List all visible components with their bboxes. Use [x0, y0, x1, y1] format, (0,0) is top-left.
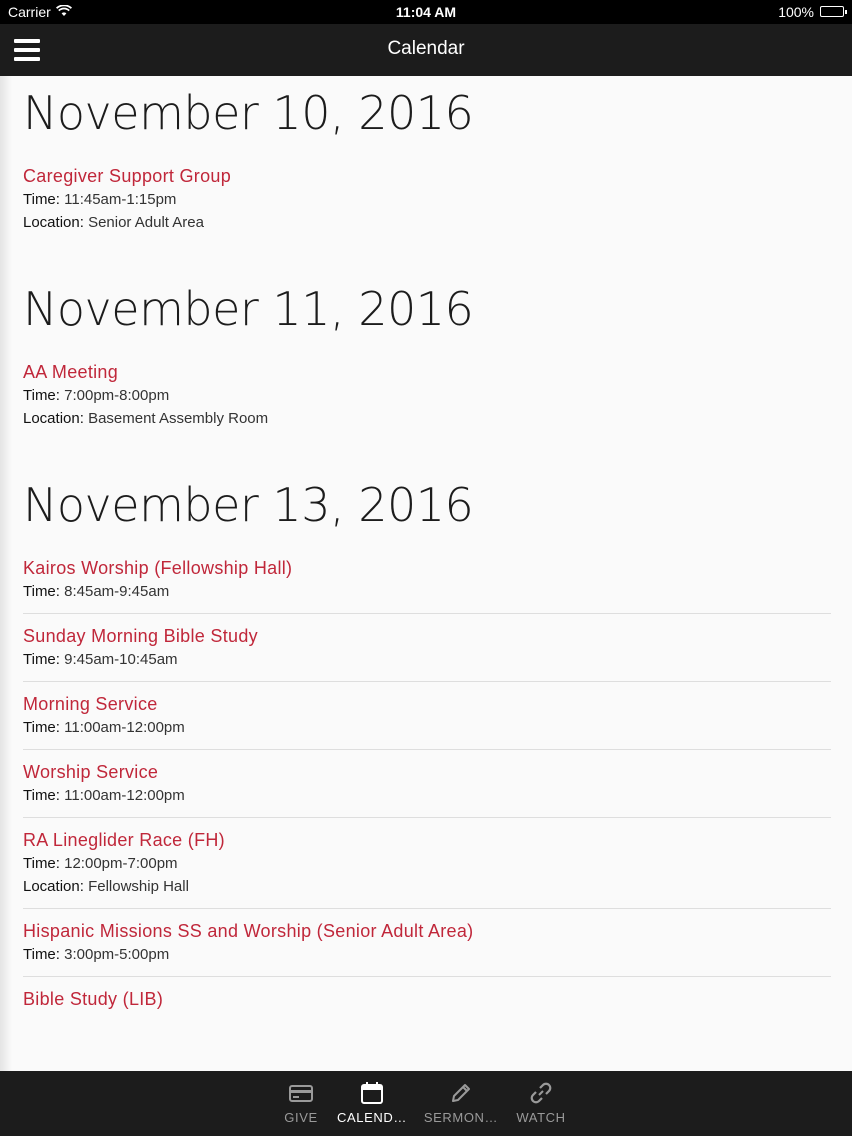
event-title[interactable]: Hispanic Missions SS and Worship (Senior Adult Area) — [23, 921, 474, 941]
event-time — [23, 716, 831, 739]
time-label: Time: — [23, 191, 60, 208]
location-value: Fellowship Hall — [88, 878, 189, 895]
time-label: Time: — [23, 651, 60, 668]
event-location — [23, 211, 831, 234]
time-value: 7:00pm-8:00pm — [64, 387, 170, 404]
credit-card-icon — [289, 1081, 313, 1105]
event-item[interactable] — [23, 154, 831, 244]
event-title[interactable]: AA Meeting — [23, 362, 119, 382]
event-title[interactable]: Caregiver Support Group — [23, 166, 232, 186]
event-title[interactable]: Morning Service — [23, 694, 158, 714]
event-item[interactable] — [23, 614, 831, 681]
event-time — [23, 648, 831, 671]
link-icon — [529, 1081, 553, 1105]
event-item[interactable] — [23, 818, 831, 908]
time-label: Time: — [23, 387, 60, 404]
tab-label: SERMON… — [423, 1110, 499, 1125]
tab-watch[interactable] — [501, 1071, 581, 1136]
location-label: Location: — [23, 214, 84, 231]
day-heading: November 11, 2016 — [23, 282, 474, 336]
event-time — [23, 188, 831, 211]
location-value: Basement Assembly Room — [88, 410, 269, 427]
location-label: Location: — [23, 410, 84, 427]
time-label: Time: — [23, 855, 60, 872]
event-location — [23, 407, 831, 430]
event-item[interactable] — [23, 546, 831, 613]
battery-icon — [820, 6, 844, 17]
event-time — [23, 852, 831, 875]
page-title: Calendar — [387, 38, 465, 59]
event-item[interactable] — [23, 750, 831, 817]
pencil-icon — [449, 1081, 473, 1105]
time-value: 11:45am-1:15pm — [64, 191, 177, 208]
time-value: 12:00pm-7:00pm — [64, 855, 178, 872]
event-title[interactable]: Kairos Worship (Fellowship Hall) — [23, 558, 293, 578]
tab-label: GIVE — [284, 1110, 318, 1125]
tab-sermon[interactable] — [421, 1071, 501, 1136]
event-title[interactable]: Sunday Morning Bible Study — [23, 626, 258, 646]
calendar-icon — [360, 1081, 384, 1105]
navigation-bar — [0, 24, 852, 76]
day-heading: November 10, 2016 — [23, 86, 474, 140]
tab-give[interactable] — [261, 1071, 341, 1136]
tab-label: CALEND… — [337, 1110, 407, 1125]
event-title[interactable]: Bible Study (LIB) — [23, 989, 164, 1009]
event-item[interactable] — [23, 909, 831, 976]
status-time: 11:04 AM — [395, 4, 457, 20]
event-item[interactable] — [23, 350, 831, 440]
tab-bar — [0, 1071, 852, 1136]
location-value: Senior Adult Area — [88, 214, 204, 231]
time-value: 9:45am-10:45am — [64, 651, 178, 668]
status-bar — [0, 0, 852, 24]
time-label: Time: — [23, 719, 60, 736]
event-time — [23, 784, 831, 807]
time-value: 8:45am-9:45am — [64, 583, 170, 600]
carrier-label: Carrier — [8, 4, 51, 20]
time-value: 11:00am-12:00pm — [64, 787, 185, 804]
event-title[interactable]: RA Lineglider Race (FH) — [23, 830, 225, 850]
calendar-list[interactable] — [0, 76, 852, 1071]
event-title[interactable]: Worship Service — [23, 762, 159, 782]
time-value: 11:00am-12:00pm — [64, 719, 185, 736]
event-location — [23, 875, 831, 898]
location-label: Location: — [23, 878, 84, 895]
event-item[interactable] — [23, 977, 831, 1021]
tab-label: WATCH — [516, 1110, 566, 1125]
time-label: Time: — [23, 787, 60, 804]
event-time — [23, 384, 831, 407]
time-label: Time: — [23, 946, 60, 963]
time-label: Time: — [23, 583, 60, 600]
battery-percent: 100% — [778, 4, 814, 20]
tab-calend[interactable] — [332, 1071, 412, 1136]
day-section — [23, 76, 831, 244]
event-item[interactable] — [23, 682, 831, 749]
calendar-list-inner — [0, 76, 831, 1021]
day-section — [23, 244, 831, 440]
event-time — [23, 580, 831, 603]
time-value: 3:00pm-5:00pm — [64, 946, 170, 963]
event-time — [23, 943, 831, 966]
day-section — [23, 440, 831, 1021]
day-heading: November 13, 2016 — [23, 478, 474, 532]
